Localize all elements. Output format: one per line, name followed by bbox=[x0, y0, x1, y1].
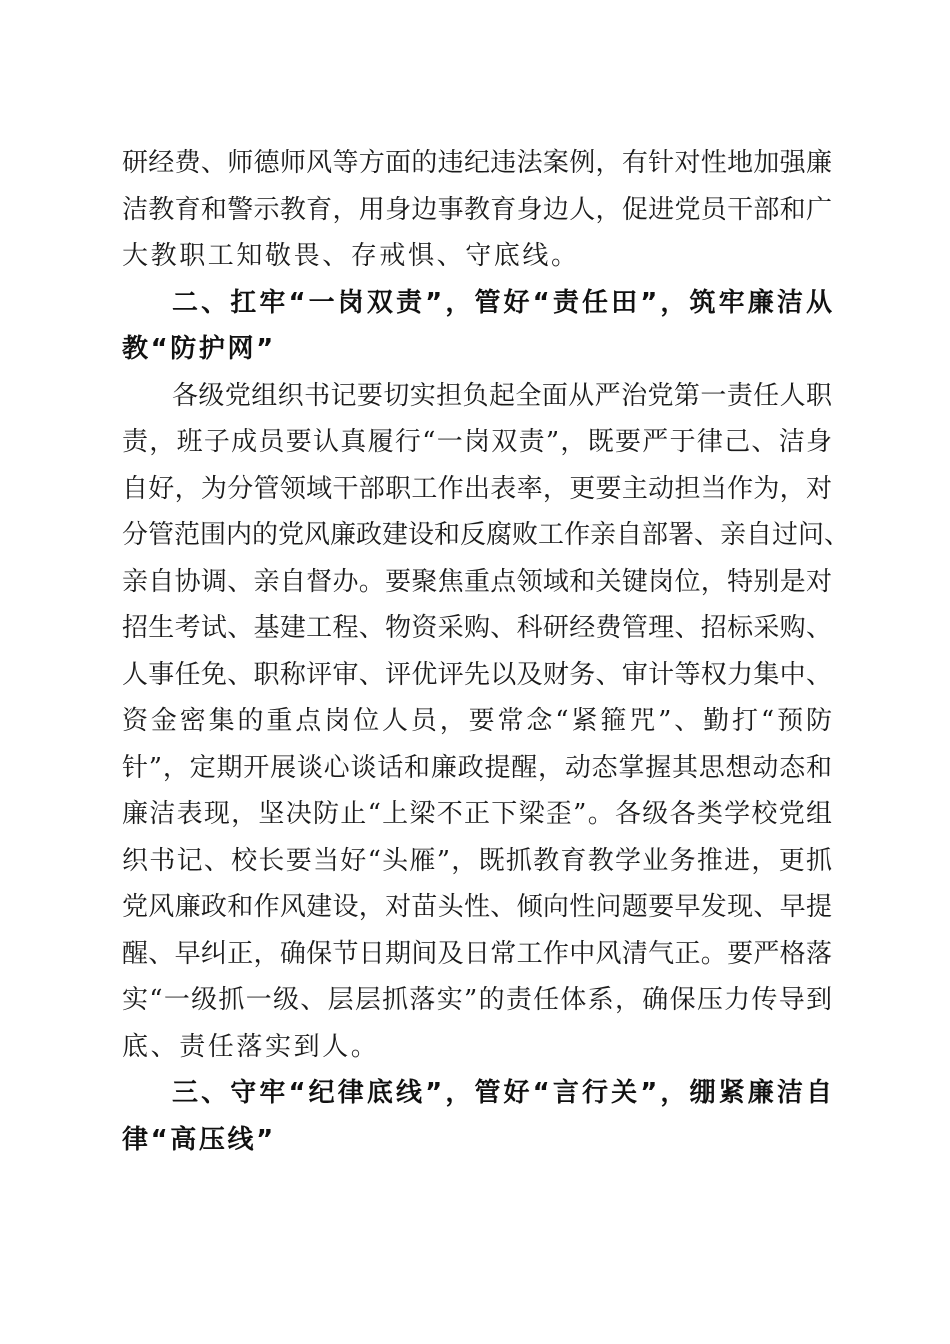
paragraph-2-line-4: 分管范围内的党风廉政建设和反腐败工作亲自部署、亲自过问、 bbox=[122, 520, 851, 550]
paragraph-2-line-2: 责，班子成员要认真履行“一岗双责”，既要严于律己、洁身 bbox=[122, 427, 832, 457]
paragraph-2-line-7: 人事任免、职称评审、评优评先以及财务、审计等权力集中、 bbox=[122, 660, 832, 690]
paragraph-2-line-14: 实“一级抓一级、层层抓落实”的责任体系，确保压力传导到 bbox=[122, 985, 832, 1015]
paragraph-2-line-5: 亲自协调、亲自督办。要聚焦重点领域和关键岗位，特别是对 bbox=[122, 567, 832, 597]
paragraph-2-line-12: 党风廉政和作风建设，对苗头性、倾向性问题要早发现、早提 bbox=[122, 892, 832, 922]
paragraph-2-line-8: 资金密集的重点岗位人员，要常念“紧箍咒”、勤打“预防 bbox=[122, 706, 832, 736]
paragraph-1-line-1: 研经费、师德师风等方面的违纪违法案例，有针对性地加强廉 bbox=[122, 148, 832, 178]
paragraph-2-line-9: 针”，定期开展谈心谈话和廉政提醒，动态掌握其思想动态和 bbox=[122, 753, 832, 783]
section-heading-2-line-1: 二、扛牢“一岗双责”，管好“责任田”，筑牢廉洁从 bbox=[172, 288, 832, 318]
paragraph-2-line-15: 底、责任落实到人。 bbox=[122, 1032, 380, 1062]
paragraph-1-line-3: 大教职工知敬畏、存戒惧、守底线。 bbox=[122, 241, 580, 271]
paragraph-2-line-3: 自好，为分管领域干部职工作出表率，更要主动担当作为，对 bbox=[122, 474, 832, 504]
paragraph-2-line-6: 招生考试、基建工程、物资采购、科研经费管理、招标采购、 bbox=[122, 613, 832, 643]
section-heading-3-line-2: 律“高压线” bbox=[122, 1125, 276, 1155]
paragraph-2-line-13: 醒、早纠正，确保节日期间及日常工作中风清气正。要严格落 bbox=[122, 939, 832, 969]
section-heading-2-line-2: 教“防护网” bbox=[122, 334, 276, 364]
paragraph-2-line-1: 各级党组织书记要切实担负起全面从严治党第一责任人职 bbox=[172, 381, 832, 411]
paragraph-1-line-2: 洁教育和警示教育，用身边事教育身边人，促进党员干部和广 bbox=[122, 195, 832, 225]
paragraph-2-line-11: 织书记、校长要当好“头雁”，既抓教育教学业务推进，更抓 bbox=[122, 846, 832, 876]
paragraph-2-line-10: 廉洁表现，坚决防止“上梁不正下梁歪”。各级各类学校党组 bbox=[122, 799, 832, 829]
section-heading-3-line-1: 三、守牢“纪律底线”，管好“言行关”，绷紧廉洁自 bbox=[172, 1078, 832, 1108]
